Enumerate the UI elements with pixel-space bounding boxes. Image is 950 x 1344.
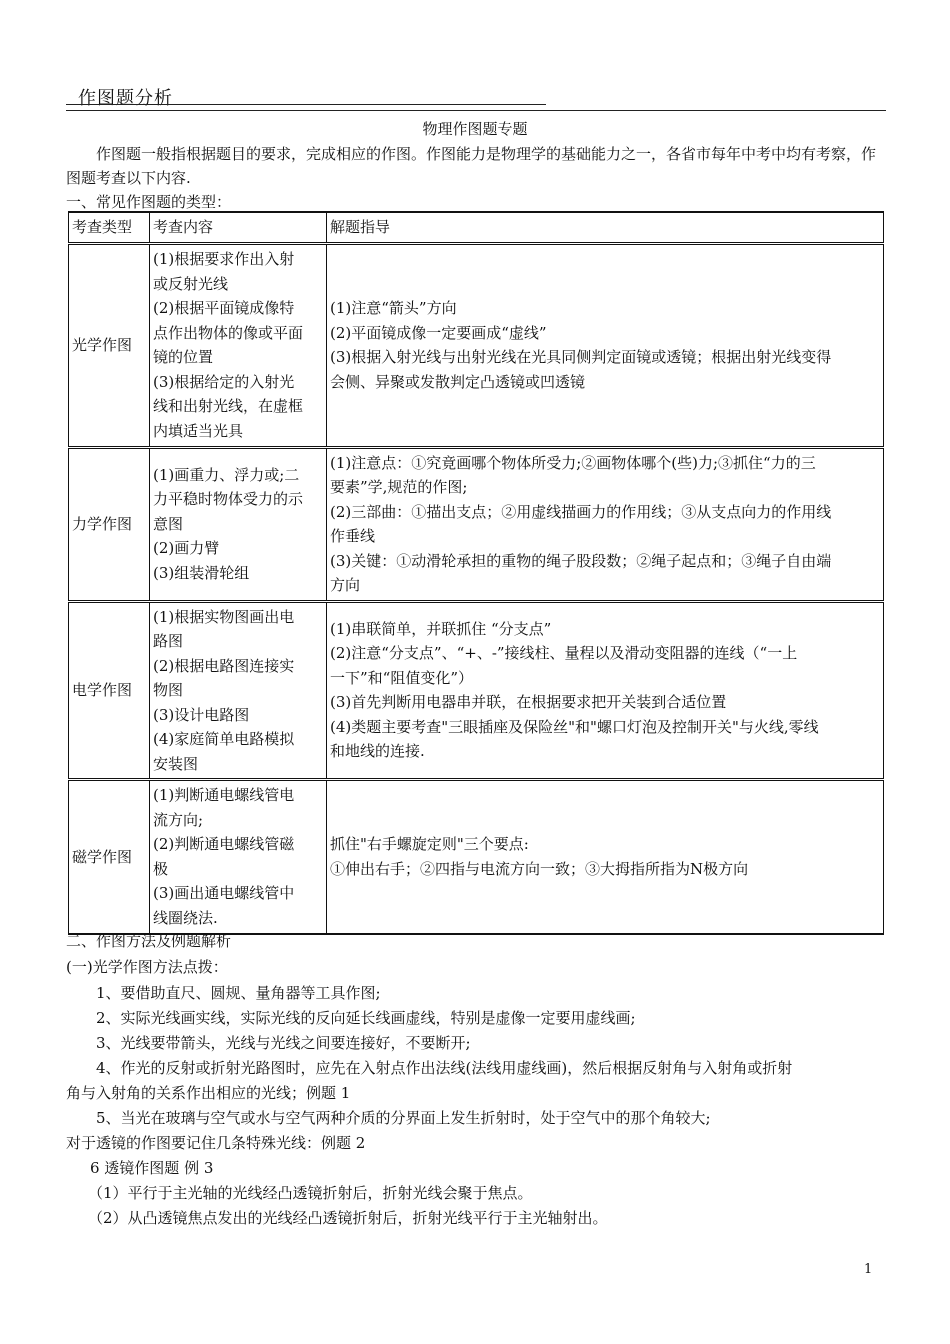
header-type: 考查类型 (69, 212, 150, 243)
content-line: (2)根据电路图连接实 (153, 656, 295, 675)
method-item: 6 透镜作图题 例 3 (90, 1159, 214, 1177)
content-line: 极 (153, 859, 169, 878)
content-line: 线圈绕法. (153, 908, 218, 927)
guide-line: (1)注意点：①究竟画哪个物体所受力;②画物体哪个(些)力;③抓住“力的三 (330, 453, 816, 472)
section-2-subheading: (一)光学作图方法点拨： (66, 958, 228, 976)
content-line: (1)画重力、浮力或;二 (153, 465, 300, 484)
content-line: 镜的位置 (153, 348, 214, 366)
content-line: (3)设计电路图 (153, 705, 250, 724)
guide-line: (2)注意“分支点”、“+、-”接线柱、量程以及滑动变阻器的连线（“一上 (330, 644, 798, 663)
method-item: 2、实际光线画实线，实际光线的反向延长线画虚线，特别是虚像一定要用虚线画; (96, 1009, 636, 1027)
method-item: （1）平行于主光轴的光线经凸透镜折射后，折射光线会聚于焦点。 (88, 1184, 533, 1202)
content-line: 意图 (153, 514, 184, 533)
content-line: (3)组装滑轮组 (153, 563, 250, 582)
table-row-electricity (69, 601, 884, 780)
section-1-heading: 一、常见作图题的类型： (66, 193, 232, 211)
content-line: 或反射光线 (153, 274, 229, 293)
table-row-magnetism (69, 780, 884, 934)
content-line: 力平稳时物体受力的示 (153, 490, 304, 509)
guide-line: 要素”学,规范的作图; (330, 478, 468, 496)
content-line: 内填适当光具 (153, 421, 244, 440)
question-type-table (68, 211, 884, 935)
row-guide (327, 447, 884, 601)
content-line: (3)画出通电螺线管中 (153, 884, 295, 903)
table-row-optics (69, 243, 884, 447)
method-item: （2）从凸透镜焦点发出的光线经凸透镜折射后，折射光线平行于主光轴射出。 (88, 1209, 608, 1227)
content-line: (3)根据给定的入射光 (153, 372, 295, 391)
row-guide (327, 780, 884, 934)
document-title: 物理作图题专题 (422, 120, 528, 138)
header-guide: 解题指导 (327, 212, 884, 243)
method-item: 4、作光的反射或折射光路图时，应先在入射点作出法线(法线用虚线画)，然后根据反射角与入射角或折射 (96, 1059, 793, 1077)
content-line: 路图 (153, 632, 184, 650)
table-header-row (69, 212, 884, 243)
guide-line: (2)平面镜成像一定要画成“虚线” (330, 323, 547, 342)
method-item: 1、要借助直尺、圆规、量角器等工具作图; (96, 984, 381, 1002)
row-type: 光学作图 (69, 243, 150, 447)
guide-line: (3)根据入射光线与出射光线在光具同侧判定面镜或透镜；根据出射光线变得 (330, 348, 832, 366)
table-row-mechanics (69, 447, 884, 601)
content-line: (1)判断通电螺线管电 (153, 786, 295, 805)
content-line: (2)根据平面镜成像特 (153, 299, 295, 317)
row-type: 力学作图 (69, 447, 150, 601)
intro-paragraph: 作图题一般指根据题目的要求，完成相应的作图。作图能力是物理学的基础能力之一，各省市每年中考中均有考察，作图题考查以下内容. (66, 145, 877, 187)
row-content (150, 601, 327, 780)
row-type: 磁学作图 (69, 780, 150, 934)
guide-line: ①伸出右手；②四指与电流方向一致；③大拇指所指为N极方向 (330, 859, 749, 878)
header-content: 考查内容 (150, 212, 327, 243)
guide-line: (1)串联简单，并联抓住 “分支点” (330, 619, 552, 638)
method-item-continued: 角与入射角的关系作出相应的光线；例题 1 (66, 1084, 351, 1102)
header-rule (66, 104, 546, 105)
section-2-heading: 二、作图方法及例题解析 (66, 932, 232, 950)
guide-line: (3)关键：①动滑轮承担的重物的绳子股段数；②绳子起点和；③绳子自由端 (330, 551, 832, 570)
content-line: (2)画力臂 (153, 539, 220, 558)
row-content (150, 780, 327, 934)
guide-line: 和地线的连接. (330, 742, 425, 761)
guide-line: (4)类题主要考查"三眼插座及保险丝"和"螺口灯泡及控制开关"与火线,零线 (330, 717, 819, 736)
method-item: 5、当光在玻璃与空气或水与空气两种介质的分界面上发生折射时，处于空气中的那个角较大; (96, 1109, 711, 1127)
guide-line: 抓住"右手螺旋定则"三个要点: (330, 835, 529, 854)
content-line: 流方向; (153, 810, 204, 829)
row-type: 电学作图 (69, 601, 150, 780)
row-guide (327, 601, 884, 780)
content-line: (1)根据实物图画出电 (153, 607, 295, 626)
method-item: 3、光线要带箭头，光线与光线之间要连接好，不要断开; (96, 1034, 471, 1052)
method-item: 对于透镜的作图要记住几条特殊光线：例题 2 (66, 1134, 366, 1152)
content-line: 安装图 (153, 754, 199, 773)
row-content (150, 243, 327, 447)
guide-line: (1)注意“箭头”方向 (330, 299, 457, 317)
header-divider (66, 110, 886, 111)
header-title: 作图题分析 (78, 88, 173, 109)
guide-line: 作垂线 (330, 527, 376, 545)
guide-line: (3)首先判断用电器串并联，在根据要求把开关装到合适位置 (330, 693, 727, 712)
guide-line: (2)三部曲：①描出支点；②用虚线描画力的作用线；③从支点向力的作用线 (330, 502, 832, 521)
content-line: (2)判断通电螺线管磁 (153, 835, 295, 854)
page-number: 1 (864, 1262, 873, 1277)
row-content (150, 447, 327, 601)
content-line: 物图 (153, 681, 184, 699)
row-guide (327, 243, 884, 447)
content-line: 线和出射光线，在虚框 (153, 397, 304, 415)
content-line: (4)家庭简单电路模拟 (153, 730, 295, 748)
content-line: 点作出物体的像或平面 (153, 323, 304, 342)
guide-line: 一下”和“阻值变化”） (330, 668, 474, 687)
guide-line: 方向 (330, 576, 361, 594)
guide-line: 会侧、异聚或发散判定凸透镜或凹透镜 (330, 372, 586, 391)
content-line: (1)根据要求作出入射 (153, 250, 295, 268)
